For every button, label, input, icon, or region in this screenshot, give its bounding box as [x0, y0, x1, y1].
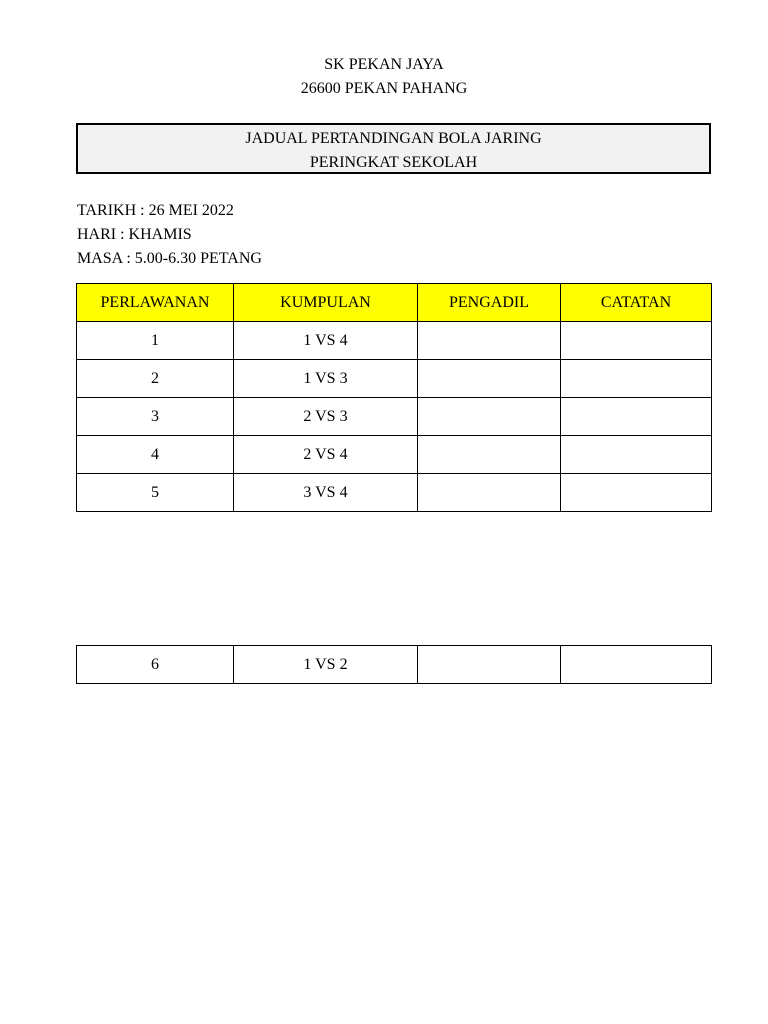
title-line-1: JADUAL PERTANDINGAN BOLA JARING	[245, 130, 542, 147]
cell-group: 1 VS 2	[234, 646, 418, 684]
cell-match: 4	[77, 436, 234, 474]
cell-referee[interactable]	[418, 360, 561, 398]
school-address: 26600 PEKAN PAHANG	[300, 80, 468, 97]
cell-group: 2 VS 3	[234, 398, 418, 436]
cell-match: 3	[77, 398, 234, 436]
column-header-match: PERLAWANAN	[77, 284, 234, 322]
match-time: MASA : 5.00-6.30 PETANG	[77, 250, 262, 267]
match-day: HARI : KHAMIS	[77, 226, 192, 243]
cell-referee[interactable]	[418, 436, 561, 474]
cell-notes[interactable]	[561, 322, 712, 360]
cell-group: 3 VS 4	[234, 474, 418, 512]
cell-notes[interactable]	[561, 646, 712, 684]
cell-match: 2	[77, 360, 234, 398]
cell-notes[interactable]	[561, 398, 712, 436]
cell-group: 1 VS 4	[234, 322, 418, 360]
match-date: TARIKH : 26 MEI 2022	[77, 202, 234, 219]
school-name: SK PEKAN JAYA	[324, 56, 444, 73]
cell-notes[interactable]	[561, 360, 712, 398]
title-line-2: PERINGKAT SEKOLAH	[309, 154, 478, 171]
cell-match: 5	[77, 474, 234, 512]
cell-match: 1	[77, 322, 234, 360]
table-row	[77, 398, 712, 436]
cell-referee[interactable]	[418, 646, 561, 684]
table-header-row	[77, 284, 712, 322]
column-header-notes: CATATAN	[561, 284, 712, 322]
cell-referee[interactable]	[418, 398, 561, 436]
cell-group: 1 VS 3	[234, 360, 418, 398]
table-row	[77, 646, 712, 684]
column-header-referee: PENGADIL	[418, 284, 561, 322]
table-row	[77, 474, 712, 512]
cell-notes[interactable]	[561, 436, 712, 474]
table-row	[77, 322, 712, 360]
extra-schedule-table	[76, 645, 712, 684]
cell-referee[interactable]	[418, 322, 561, 360]
cell-notes[interactable]	[561, 474, 712, 512]
cell-match: 6	[77, 646, 234, 684]
title-box	[76, 123, 711, 174]
cell-group: 2 VS 4	[234, 436, 418, 474]
schedule-table	[76, 283, 712, 512]
table-row	[77, 436, 712, 474]
column-header-group: KUMPULAN	[234, 284, 418, 322]
cell-referee[interactable]	[418, 474, 561, 512]
table-row	[77, 360, 712, 398]
